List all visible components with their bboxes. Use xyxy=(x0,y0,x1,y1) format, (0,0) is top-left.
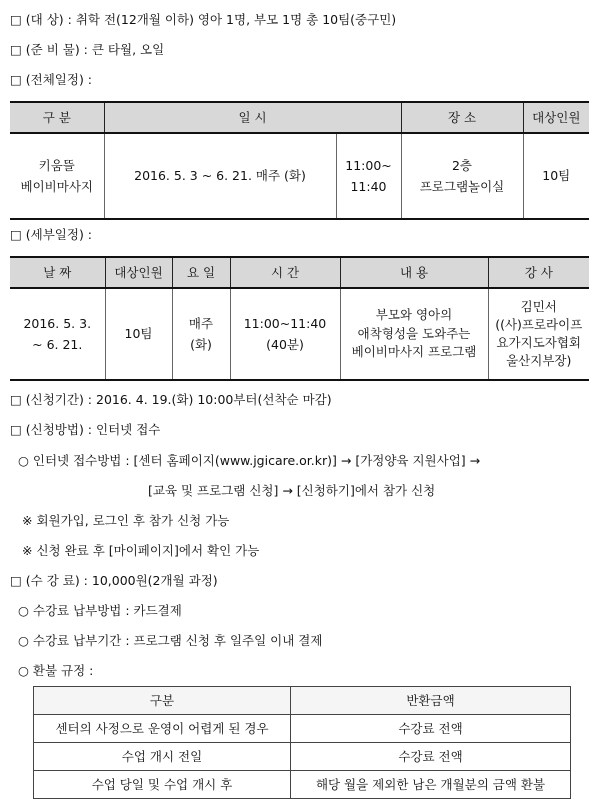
time-cell: 11:00~11:40 (40분) xyxy=(230,288,340,380)
lecturer-cell: 김민서 ((사)프로라이프 요가지도자협회 울산지부장) xyxy=(488,288,589,380)
header-lecturer: 강 사 xyxy=(488,257,589,288)
date-cell: 2016. 5. 3. ~ 6. 21. xyxy=(10,288,105,380)
apply-period-line: □ (신청기간) : 2016. 4. 19.(화) 10:00부터(선착순 마감) xyxy=(10,392,332,407)
refund-case-cell: 수업 개시 전일 xyxy=(34,743,291,771)
fee-line: □ (수 강 료) : 10,000원(2개월 과정) xyxy=(10,573,218,588)
apply-method-line: □ (신청방법) : 인터넷 접수 xyxy=(10,422,161,437)
header-count: 대상인원 xyxy=(523,102,589,133)
note-mypage: ※ 신청 완료 후 [마이페이지]에서 확인 가능 xyxy=(22,543,260,558)
supplies-line: □ (준 비 물) : 큰 타월, 오일 xyxy=(10,42,165,57)
internet-method-line-1: ○ 인터넷 접수방법 : [센터 홈페이지(www.jgicare.or.kr)] → [가정양육 지원사업] → xyxy=(18,453,481,468)
content-cell: 부모와 영아의 애착형성을 도와주는 베이비마사지 프로그램 xyxy=(340,288,488,380)
refund-case-cell: 센터의 사정으로 운영이 어렵게 된 경우 xyxy=(34,715,291,743)
overall-schedule-heading: □ (전체일정) : xyxy=(10,72,93,87)
refund-amount-cell: 수강료 전액 xyxy=(291,715,571,743)
header-place: 장 소 xyxy=(401,102,523,133)
refund-amount-cell: 수강료 전액 xyxy=(291,743,571,771)
note-signup: ※ 회원가입, 로그인 후 참가 신청 가능 xyxy=(22,513,230,528)
header-count: 대상인원 xyxy=(105,257,172,288)
dates-cell: 2016. 5. 3 ~ 6. 21. 매주 (화) xyxy=(104,133,336,219)
time-cell: 11:00~ 11:40 xyxy=(336,133,401,219)
refund-rules-heading: ○ 환불 규정 : xyxy=(18,663,94,678)
refund-amount-cell: 해당 월을 제외한 남은 개월분의 금액 환불 xyxy=(291,771,571,799)
detail-schedule-heading: □ (세부일정) : xyxy=(10,227,93,242)
header-datetime: 일 시 xyxy=(104,102,401,133)
target-line: □ (대 상) : 취학 전(12개월 이하) 영아 1명, 부모 1명 총 10팀(중구민) xyxy=(10,12,397,27)
refund-table xyxy=(33,686,571,799)
place-cell: 2층 프로그램놀이실 xyxy=(401,133,523,219)
header-category: 구 분 xyxy=(10,102,104,133)
detail-schedule-table xyxy=(10,256,589,381)
count-cell: 10팀 xyxy=(105,288,172,380)
pay-period-line: ○ 수강료 납부기간 : 프로그램 신청 후 일주일 이내 결제 xyxy=(18,633,323,648)
program-name-cell: 키움뜰 베이비마사지 xyxy=(10,133,104,219)
header-content: 내 용 xyxy=(340,257,488,288)
refund-case-cell: 수업 당일 및 수업 개시 후 xyxy=(34,771,291,799)
refund-header-category: 구분 xyxy=(34,687,291,715)
pay-method-line: ○ 수강료 납부방법 : 카드결제 xyxy=(18,603,182,618)
header-time: 시 간 xyxy=(230,257,340,288)
table-row xyxy=(34,771,571,799)
refund-header-amount: 반환금액 xyxy=(291,687,571,715)
count-cell: 10팀 xyxy=(523,133,589,219)
table-row xyxy=(34,715,571,743)
internet-method-line-2: [교육 및 프로그램 신청] → [신청하기]에서 참가 신청 xyxy=(148,483,436,498)
table-row xyxy=(34,743,571,771)
overall-schedule-table xyxy=(10,101,589,220)
header-day: 요 일 xyxy=(172,257,230,288)
header-date: 날 짜 xyxy=(10,257,105,288)
day-cell: 매주 (화) xyxy=(172,288,230,380)
